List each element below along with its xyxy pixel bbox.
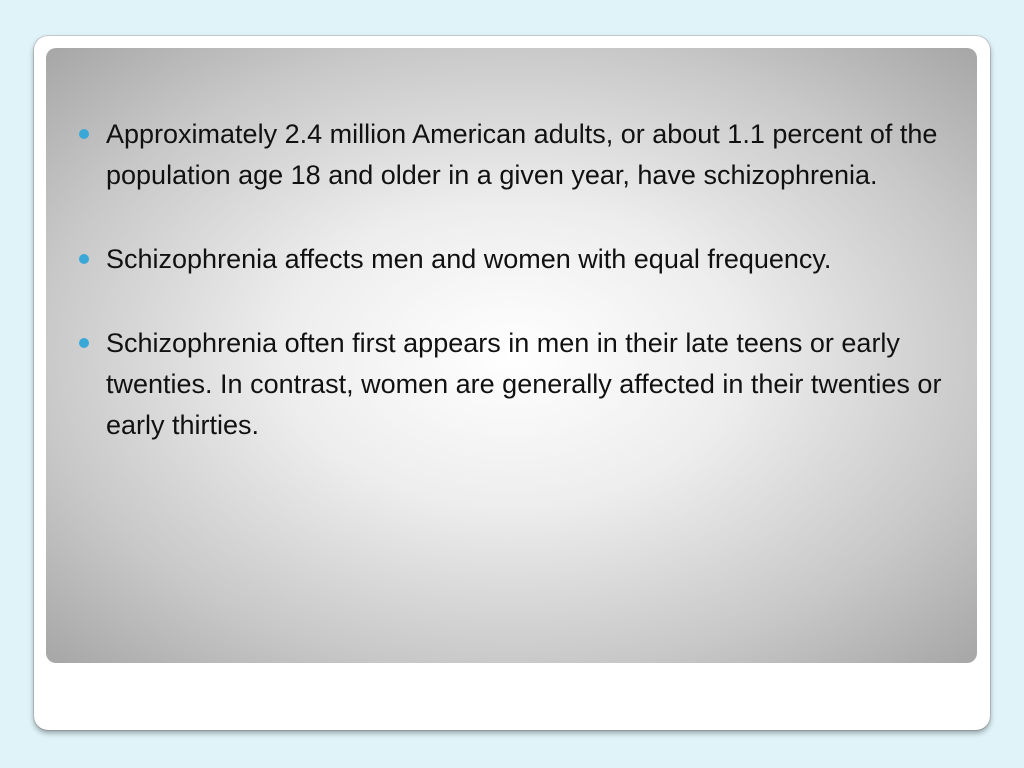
content-panel xyxy=(46,48,977,663)
slide-frame xyxy=(34,36,990,730)
bullet-item xyxy=(46,323,977,446)
bullet-text: Approximately 2.4 million American adults, or about 1.1 percent of the population age 18 and older in a given year, have schizophrenia. xyxy=(106,119,938,190)
bullet-list xyxy=(46,114,977,489)
bullet-dot-icon xyxy=(79,254,89,264)
bullet-text: Schizophrenia affects men and women with equal frequency. xyxy=(106,244,832,274)
bullet-item xyxy=(46,114,977,196)
bullet-text: Schizophrenia often first appears in men in their late teens or early twenties. In contrast, women are generally affected in their twenties or early thirties. xyxy=(106,328,942,440)
bullet-dot-icon xyxy=(79,338,89,348)
bullet-dot-icon xyxy=(79,129,89,139)
bullet-item xyxy=(46,239,977,280)
